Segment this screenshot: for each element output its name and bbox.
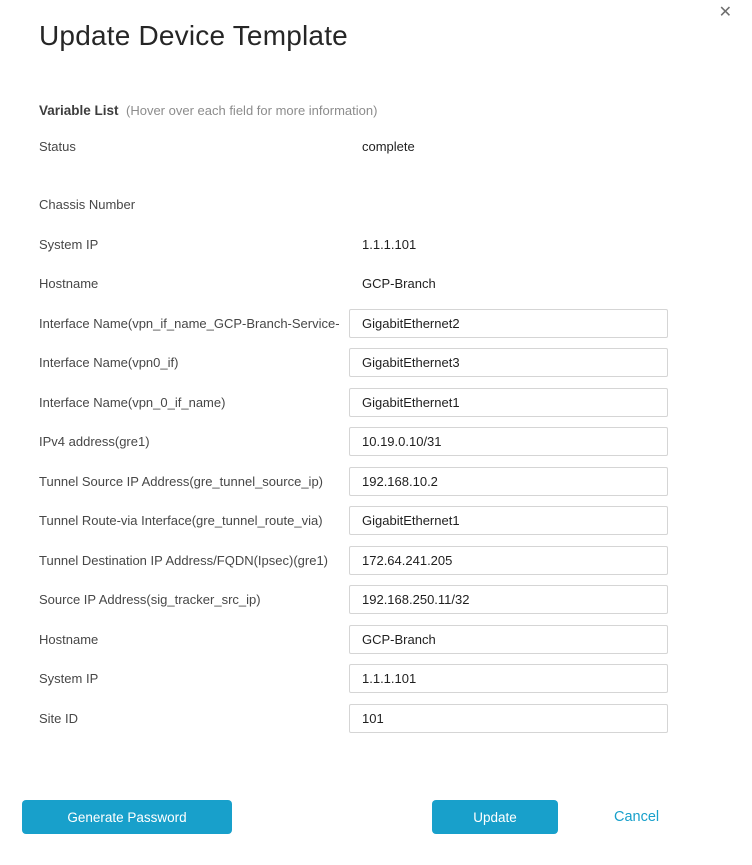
close-icon[interactable]: ✕ [718, 4, 732, 21]
generate-password-button[interactable]: Generate Password [22, 800, 232, 834]
interface-name-vpn0-if-input[interactable] [349, 348, 668, 377]
field-row-site-id [0, 699, 752, 739]
field-row-tunnel-destination-ip [0, 541, 752, 581]
hostname-input[interactable] [349, 625, 668, 654]
field-label: Status [39, 139, 76, 155]
tunnel-source-ip-input[interactable] [349, 467, 668, 496]
field-label: Site ID [39, 710, 79, 726]
field-row-interface-name-vpn-0-if-name [0, 383, 752, 423]
system-ip-input[interactable] [349, 664, 668, 693]
site-id-input[interactable] [349, 704, 668, 733]
field-label: Tunnel Source IP Address(gre_tunnel_source_ip) [39, 473, 324, 489]
field-label: Hostname [39, 276, 99, 292]
field-label: Tunnel Route-via Interface(gre_tunnel_route_via) [39, 513, 323, 529]
field-row-system-ip-input [0, 659, 752, 699]
field-row-source-ip-address [0, 580, 752, 620]
ipv4-address-gre1-input[interactable] [349, 427, 668, 456]
field-row-interface-name-service-vpn [0, 304, 752, 344]
field-row-system-ip [0, 225, 752, 265]
field-label: Hostname [39, 631, 99, 647]
interface-name-vpn-0-if-name-input[interactable] [349, 388, 668, 417]
field-label: System IP [39, 236, 99, 252]
field-value: complete [362, 139, 415, 155]
row-spacer [0, 167, 752, 186]
field-row-tunnel-route-via [0, 501, 752, 541]
field-label: Interface Name(vpn_if_name_GCP-Branch-Service- [39, 315, 340, 331]
variable-list-title: Variable List [39, 103, 119, 118]
field-value: GCP-Branch [362, 276, 436, 292]
interface-name-service-vpn-input[interactable] [349, 309, 668, 338]
field-row-tunnel-source-ip [0, 462, 752, 502]
field-label: Tunnel Destination IP Address/FQDN(Ipsec)(gre1) [39, 552, 329, 568]
field-row-interface-name-vpn0-if [0, 343, 752, 383]
field-label: Interface Name(vpn_0_if_name) [39, 394, 226, 410]
variable-list-hint: (Hover over each field for more information) [126, 103, 378, 118]
field-label: Interface Name(vpn0_if) [39, 355, 179, 371]
field-label: Source IP Address(sig_tracker_src_ip) [39, 592, 261, 608]
source-ip-address-input[interactable] [349, 585, 668, 614]
dialog-title: Update Device Template [39, 20, 348, 51]
field-value: 1.1.1.101 [362, 236, 417, 252]
field-row-ipv4-address-gre1 [0, 422, 752, 462]
update-button[interactable]: Update [432, 800, 558, 834]
variable-list [0, 127, 752, 738]
cancel-link[interactable]: Cancel [614, 809, 660, 825]
field-row-hostname-input [0, 620, 752, 660]
tunnel-destination-ip-input[interactable] [349, 546, 668, 575]
tunnel-route-via-interface-input[interactable] [349, 506, 668, 535]
field-row-chassis-number [0, 185, 752, 225]
field-label: Chassis Number [39, 197, 136, 213]
field-label: IPv4 address(gre1) [39, 434, 150, 450]
field-row-status [0, 127, 752, 167]
variable-list-header [39, 102, 377, 120]
field-row-hostname [0, 264, 752, 304]
field-label: System IP [39, 671, 99, 687]
